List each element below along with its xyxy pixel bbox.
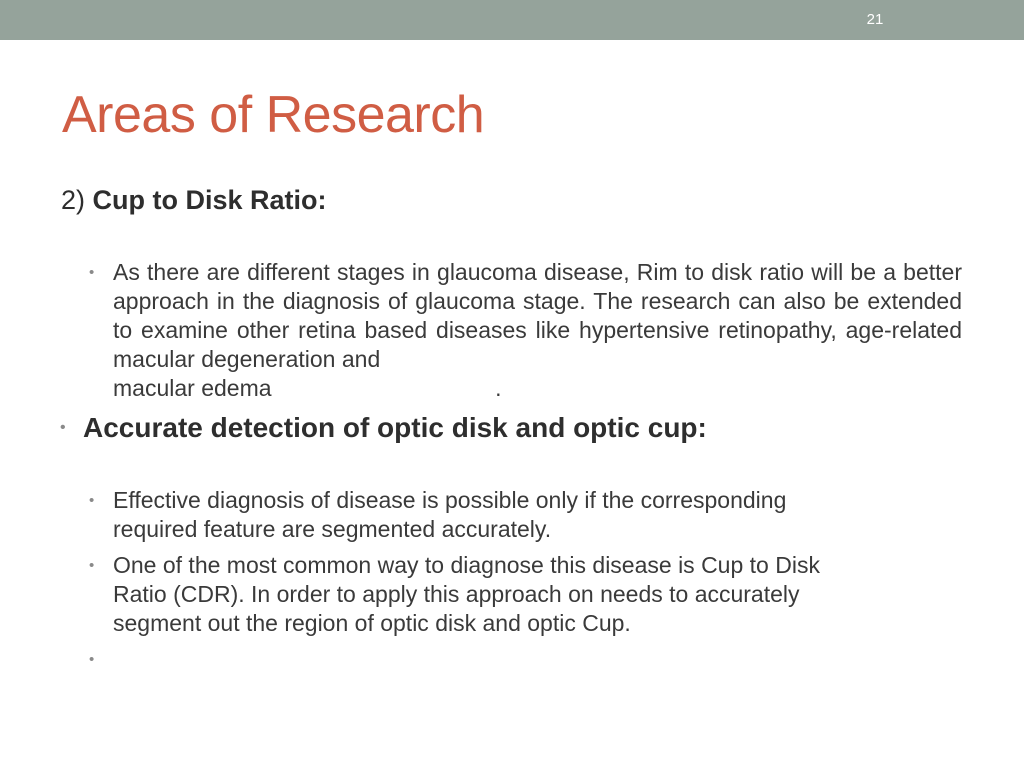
list-item-line: Effective diagnosis of disease is possible only if the corresponding	[113, 487, 787, 513]
section-subheading	[61, 184, 327, 216]
subheading-bold: Cup to Disk Ratio:	[92, 185, 327, 215]
rim-to-disk-paragraph	[113, 258, 962, 403]
list-item-line: required feature are segmented accurately.	[113, 516, 552, 542]
subheading-prefix: 2)	[61, 185, 93, 215]
accurate-detection-heading: Accurate detection of optic disk and optic cup:	[83, 412, 707, 443]
list-item-effective-diagnosis	[113, 486, 962, 544]
paragraph-last-line: macular edema .	[113, 375, 502, 401]
list-item-line: Ratio (CDR). In order to apply this approach on needs to accurately	[113, 581, 800, 607]
list-item-line: One of the most common way to diagnose this disease is Cup to Disk	[113, 552, 820, 578]
bullet-icon: •	[89, 264, 95, 281]
bullet-icon: •	[89, 557, 95, 574]
bullet-icon: •	[89, 651, 95, 668]
list-item-cdr	[113, 551, 962, 638]
slide-number: 21	[866, 11, 884, 28]
paragraph-text: As there are different stages in glaucoma disease, Rim to disk ratio will be a better approach in the diagnosis of glaucoma stage. The research can also be extended to examine other retina based diseases like hypertensive retinopathy, age-related macular degeneration and	[113, 259, 962, 372]
list-item-line: segment out the region of optic disk and optic Cup.	[113, 610, 631, 636]
bullet-icon: •	[89, 492, 95, 509]
bullet-icon: •	[60, 419, 66, 436]
slide-title: Areas of Research	[62, 86, 485, 144]
